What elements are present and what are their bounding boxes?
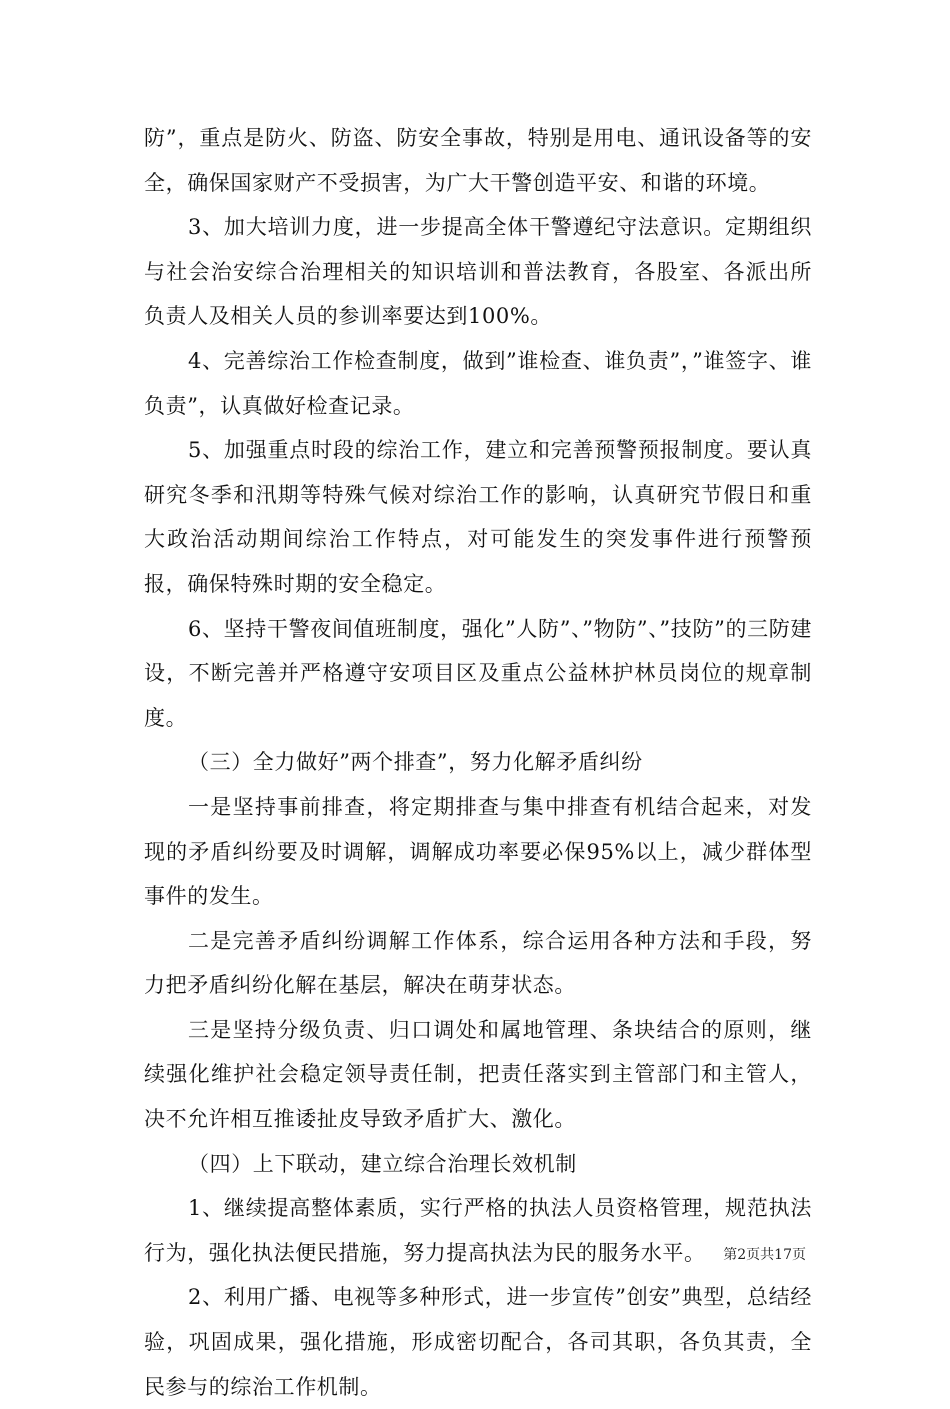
paragraph-item-5: 5、加强重点时段的综治工作，建立和完善预警预报制度。要认真研究冬季和汛期等特殊气候对综治工作的影响，认真研究节假日和重大政治活动期间综治工作特点，对可能发生的突发事件进行预警预报，确保特殊时期的安全稳定。 bbox=[144, 438, 812, 596]
paragraph-third: 三是坚持分级负责、归口调处和属地管理、条块结合的原则，继续强化维护社会稳定领导责任制，把责任落实到主管部门和主管人，决不允许相互推诿扯皮导致矛盾扩大、激化。 bbox=[144, 1017, 812, 1132]
page-number: 第2页共17页 bbox=[723, 1247, 806, 1263]
section-heading-4: （四）上下联动，建立综合治理长效机制 bbox=[188, 1151, 577, 1176]
paragraph-item-1: 1、继续提高整体素质，实行严格的执法人员资格管理，规范执法行为，强化执法便民措施，努力提高执法为民的服务水平。 bbox=[144, 1196, 812, 1265]
section-heading-3: （三）全力做好”两个排查”，努力化解矛盾纠纷 bbox=[188, 750, 643, 775]
paragraph-continuation: 防”，重点是防火、防盗、防安全事故，特别是用电、通讯设备等的安全，确保国家财产不受损害，为广大干警创造平安、和谐的环境。 bbox=[144, 126, 812, 195]
paragraph-item-6: 6、坚持干警夜间值班制度，强化”人防”、”物防”、”技防”的三防建设，不断完善并严格遵守安项目区及重点公益林护林员岗位的规章制度。 bbox=[144, 616, 812, 730]
paragraph-item-4: 4、完善综治工作检查制度，做到”谁检查、谁负责”，”谁签字、谁负责”，认真做好检查记录。 bbox=[144, 348, 812, 418]
paragraph-item-3: 3、加大培训力度，进一步提高全体干警遵纪守法意识。定期组织与社会治安综合治理相关的知识培训和普法教育，各股室、各派出所负责人及相关人员的参训率要达到100%。 bbox=[144, 215, 812, 329]
document-body bbox=[144, 116, 812, 1409]
paragraph-item-2: 2、利用广播、电视等多种形式，进一步宣传”创安”典型，总结经验，巩固成果，强化措施，形成密切配合，各司其职，各负其责，全民参与的综治工作机制。 bbox=[144, 1285, 812, 1399]
paragraph-first: 一是坚持事前排查，将定期排查与集中排查有机结合起来，对发现的矛盾纠纷要及时调解，调解成功率要必保95%以上，减少群体型事件的发生。 bbox=[144, 794, 812, 909]
paragraph-second: 二是完善矛盾纠纷调解工作体系，综合运用各种方法和手段，努力把矛盾纠纷化解在基层，解决在萌芽状态。 bbox=[144, 928, 812, 998]
